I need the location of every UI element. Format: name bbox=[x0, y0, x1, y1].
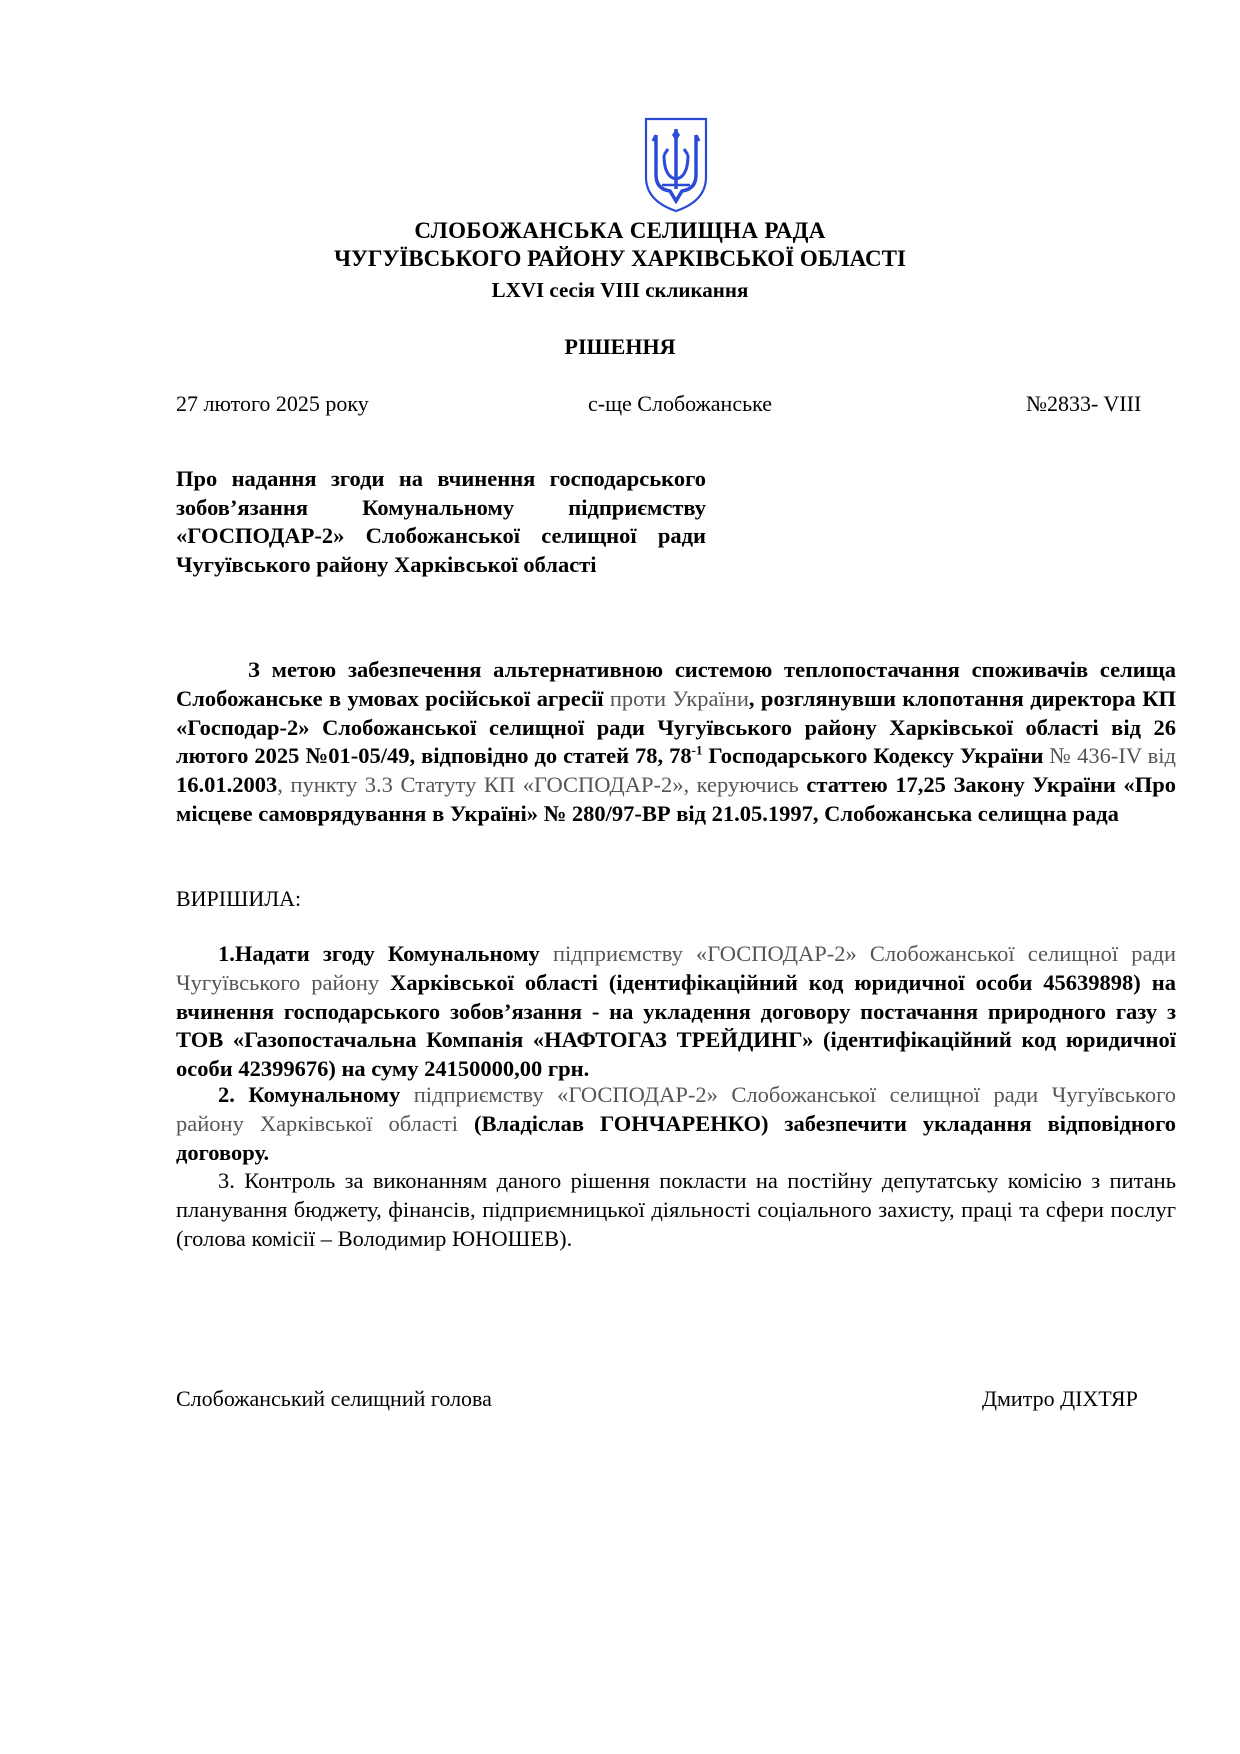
item-text: підприємству «ГОСПОДАР-2» Слобожанської селищної ради Чугуївського району Харківської області bbox=[176, 1082, 1176, 1136]
item-text: 2. Комунальному bbox=[218, 1082, 414, 1107]
council-name: СЛОБОЖАНСЬКА СЕЛИЩНА РАДА bbox=[414, 218, 826, 243]
resolved-label: ВИРІШИЛА: bbox=[176, 886, 302, 911]
item-text: підприємству «ГОСПОДАР-2» Слобожанської селищної ради Чугуївського району bbox=[176, 941, 1176, 995]
decision-date: 27 лютого 2025 року bbox=[176, 391, 369, 416]
decision-place: с-ще Слобожанське bbox=[588, 391, 773, 416]
item-text: (Владіслав ГОНЧАРЕНКО) забезпечити укладання відповідного договору. bbox=[176, 1110, 1176, 1165]
district-name: ЧУГУЇВСЬКОГО РАЙОНУ ХАРКІВСЬКОЇ ОБЛАСТІ bbox=[334, 246, 906, 271]
decision-item-2 bbox=[176, 1081, 1176, 1167]
session-label: LXVI сесія VIII скликання bbox=[491, 278, 749, 302]
item-text: 3. Контроль за виконанням даного рішення покласти на постійну депутатську комісію з питань планування бюджету, фінансів, підприємницької діяльності соціального захисту, праці та сфери послуг (голова комісії – Володимир ЮНОШЕВ). bbox=[176, 1168, 1176, 1251]
signatory-name: Дмитро ДІХТЯР bbox=[982, 1386, 1138, 1411]
preamble-text: , пункту 3.3 Статуту КП «ГОСПОДАР-2», керуючись bbox=[277, 772, 807, 798]
decision-subject: Про надання згоди на вчинення господарського зобов’язання Комунальному підприємству «ГОСПОДАР-2» Слобожанської селищної ради Чугуївського району Харківської області bbox=[176, 466, 706, 578]
preamble-text: 16.01.2003 bbox=[176, 772, 278, 798]
preamble-paragraph bbox=[176, 656, 1176, 829]
preamble-text: З метою забезпечення альтернативною системою теплопостачання споживачів селища Слобожанське в умовах російської агресії bbox=[176, 657, 1176, 711]
preamble-text: статтею 17,25 Закону України «Про місцеве самоврядування в Україні» № 280/97-ВР від 21.05.1997, Слобожанська селищна рада bbox=[176, 772, 1176, 826]
decision-number: №2833- VIII bbox=[1026, 391, 1142, 416]
signatory-title: Слобожанський селищний голова bbox=[176, 1386, 492, 1411]
document-type: РІШЕННЯ bbox=[564, 334, 676, 359]
preamble-text: проти України bbox=[609, 685, 749, 711]
decision-item-3 bbox=[176, 1167, 1176, 1253]
preamble-text: № 436-IV від bbox=[1049, 743, 1176, 769]
item-text: 1.Надати згоду Комунальному bbox=[218, 941, 553, 966]
trident-icon bbox=[640, 115, 712, 215]
item-text: Харківської області (ідентифікаційний код юридичної особи 45639898) на вчинення господарського зобов’язання - на укладення договору постачання природного газу з ТОВ «Газопостачальна Компанія «НАФТОГАЗ ТРЕЙДИНГ» (ідентифікаційний код юридичної особи 42399676) на суму 24150000,00 грн. bbox=[176, 969, 1176, 1082]
preamble-text: Господарського Кодексу України bbox=[702, 743, 1050, 769]
decision-item-1 bbox=[176, 940, 1176, 1084]
preamble-text: , розглянувши клопотання директора КП «Господар-2» Слобожанської селищної ради Чугуївського району Харківської області від 26 лютого 2025 №01-05/49, відповідно до статей 78, 78 bbox=[176, 685, 1177, 769]
preamble-superscript: -1 bbox=[691, 742, 703, 758]
